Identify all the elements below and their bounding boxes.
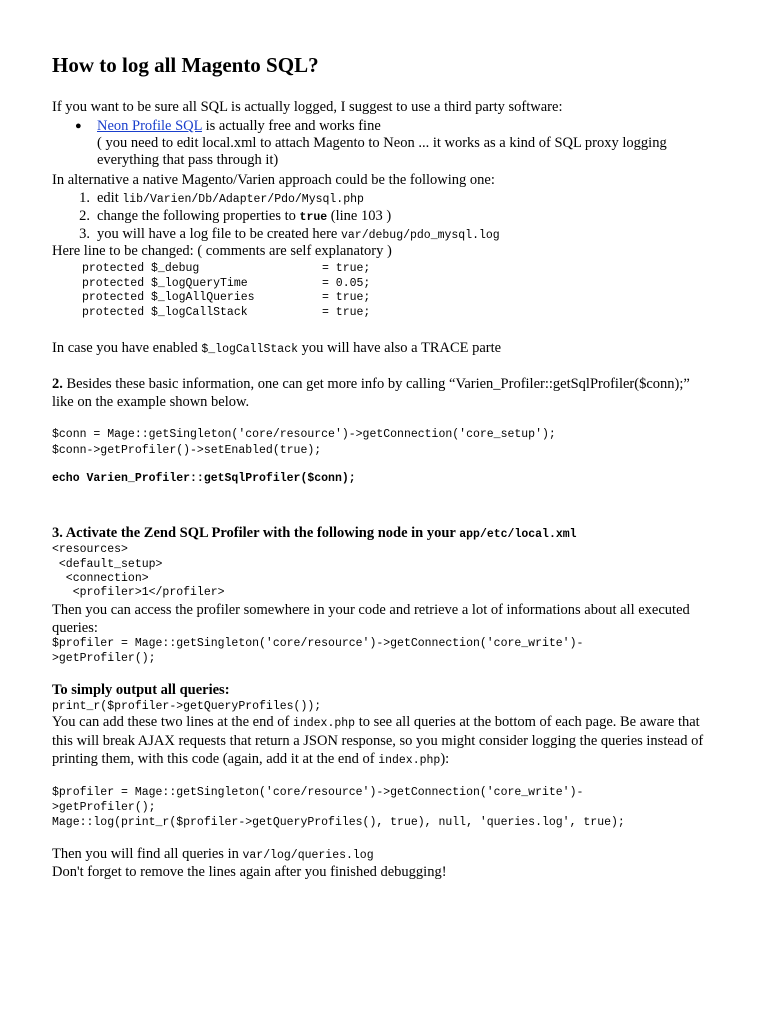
callstack-line bbox=[52, 340, 501, 358]
final-line-1 bbox=[52, 846, 374, 864]
step-text-after: (line 103 ) bbox=[327, 208, 392, 224]
code-line: $conn = Mage::getSingleton('core/resource')->getConnection('core_setup'); bbox=[52, 428, 556, 441]
property-row bbox=[82, 290, 371, 305]
xml-text: <profiler>1</profiler> bbox=[52, 586, 225, 599]
code-line: >getProfiler(); bbox=[52, 801, 156, 814]
final-code: var/log/queries.log bbox=[242, 849, 374, 862]
xml-text: <resources> bbox=[52, 543, 128, 556]
output-code: index.php bbox=[292, 717, 356, 730]
section-2-text: Besides these basic information, one can get more info by calling “Varien_Profiler::getSqlProfiler($conn);” bbox=[62, 376, 690, 392]
section-2-line-2: like on the example shown below. bbox=[52, 394, 250, 410]
bullet-note-2: everything that pass through it) bbox=[97, 152, 279, 168]
xml-text: <connection> bbox=[52, 572, 149, 585]
xml-line bbox=[52, 557, 162, 572]
step-code: true bbox=[299, 211, 328, 224]
bullet-line bbox=[97, 118, 381, 135]
then-line-2: queries: bbox=[52, 620, 98, 636]
property-name: protected $_logAllQueries bbox=[82, 291, 255, 304]
step-code: var/debug/pdo_mysql.log bbox=[340, 229, 500, 242]
section-3-heading-code: app/etc/local.xml bbox=[459, 528, 577, 541]
output-text: You can add these two lines at the end of bbox=[52, 714, 293, 730]
neon-profile-link[interactable]: Neon Profile SQL bbox=[97, 118, 202, 134]
output-paragraph-3 bbox=[52, 751, 449, 769]
property-value: = true; bbox=[322, 291, 371, 304]
code-line: >getProfiler(); bbox=[52, 652, 156, 665]
bullet-text: is actually free and works fine bbox=[201, 118, 381, 134]
output-paragraph-1 bbox=[52, 714, 700, 732]
step-number: 1. bbox=[79, 190, 90, 206]
code-line: $profiler = Mage::getSingleton('core/resource')->getConnection('core_write')- bbox=[52, 786, 584, 799]
property-name: protected $_logCallStack bbox=[82, 306, 248, 319]
final-text: Then you will find all queries in bbox=[52, 846, 243, 862]
final-line-2: Don't forget to remove the lines again after you finished debugging! bbox=[52, 864, 447, 880]
output-text: printing them, with this code (again, add it at the end of bbox=[52, 751, 379, 767]
property-row bbox=[82, 261, 371, 276]
callstack-text: In case you have enabled bbox=[52, 340, 202, 356]
section-3-heading-text: 3. Activate the Zend SQL Profiler with the following node in your bbox=[52, 525, 460, 541]
property-row bbox=[82, 305, 371, 320]
output-code: index.php bbox=[378, 754, 441, 767]
output-text-after: ): bbox=[440, 751, 450, 767]
code-line: Mage::log(print_r($profiler->getQueryProfiles(), true), null, 'queries.log', true); bbox=[52, 816, 625, 829]
output-paragraph-2: this will break AJAX requests that return a JSON response, so you might consider logging the queries instead of bbox=[52, 733, 704, 749]
step-number: 2. bbox=[79, 208, 90, 224]
property-name: protected $_debug bbox=[82, 262, 200, 275]
property-name: protected $_logQueryTime bbox=[82, 277, 248, 290]
here-line: Here line to be changed: ( comments are self explanatory ) bbox=[52, 243, 392, 259]
section-2-number: 2. bbox=[52, 376, 63, 392]
code-line: print_r($profiler->getQueryProfiles()); bbox=[52, 700, 322, 713]
bullet-note-1: ( you need to edit local.xml to attach Magento to Neon ... it works as a kind of SQL proxy logging bbox=[97, 135, 667, 151]
code-line: $conn->getProfiler()->setEnabled(true); bbox=[52, 444, 322, 457]
property-row bbox=[82, 276, 371, 291]
output-text-after: to see all queries at the bottom of each page. Be aware that bbox=[355, 714, 700, 730]
xml-line bbox=[52, 585, 225, 600]
step-text: you will have a log file to be created here bbox=[97, 226, 341, 242]
code-line-bold: echo Varien_Profiler::getSqlProfiler($conn); bbox=[52, 472, 356, 485]
step-text: change the following properties to bbox=[97, 208, 300, 224]
xml-line bbox=[52, 542, 128, 557]
step-number: 3. bbox=[79, 226, 90, 242]
page-title: How to log all Magento SQL? bbox=[52, 53, 319, 77]
section-2-line-1 bbox=[52, 376, 690, 393]
callstack-code: $_logCallStack bbox=[201, 343, 298, 356]
bullet-dot: ● bbox=[75, 120, 82, 132]
intro-paragraph: If you want to be sure all SQL is actually logged, I suggest to use a third party software: bbox=[52, 99, 563, 115]
step-code: lib/Varien/Db/Adapter/Pdo/Mysql.php bbox=[122, 193, 364, 206]
xml-line bbox=[52, 571, 149, 586]
property-value: = 0.05; bbox=[322, 277, 371, 290]
alt-intro: In alternative a native Magento/Varien approach could be the following one: bbox=[52, 172, 495, 188]
code-line: $profiler = Mage::getSingleton('core/resource')->getConnection('core_write')- bbox=[52, 637, 584, 650]
output-heading: To simply output all queries: bbox=[52, 682, 230, 698]
property-value: = true; bbox=[322, 306, 371, 319]
step-text: edit bbox=[97, 190, 123, 206]
section-3-heading bbox=[52, 525, 577, 543]
then-line-1: Then you can access the profiler somewhere in your code and retrieve a lot of informations about all executed bbox=[52, 602, 690, 618]
callstack-text-after: you will have also a TRACE parte bbox=[298, 340, 502, 356]
property-value: = true; bbox=[322, 262, 371, 275]
xml-text: <default_setup> bbox=[52, 558, 163, 571]
